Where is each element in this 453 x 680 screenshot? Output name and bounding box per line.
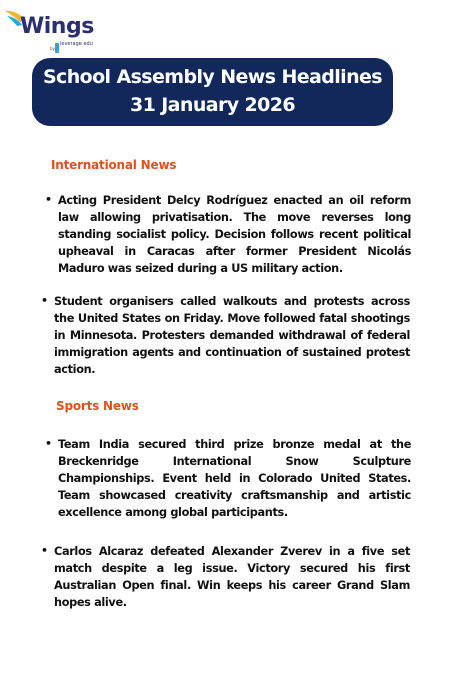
bullet-dot: • — [45, 193, 53, 206]
sports-news-heading: Sports News — [56, 399, 139, 413]
bullet-dot: • — [41, 294, 49, 307]
logo-by-text: by — [50, 46, 55, 51]
logo-subbrand: leverage edu — [60, 41, 93, 47]
leverage-edu-icon — [55, 43, 59, 53]
news-item-text: Team India secured third prize bronze medal at the Breckenridge International Snow Sculpture Championships. Event held in Colorado United States. Team showcased creativity craftsmanship and artistic excellence among global participants. — [58, 438, 411, 519]
bullet-dot: • — [45, 437, 53, 450]
banner-date: 31 January 2026 — [129, 94, 296, 116]
international-news-heading: International News — [51, 158, 177, 172]
news-item-text: Carlos Alcaraz defeated Alexander Zverev in a five set match despite a leg issue. Victory secured his first Australian Open final. Win keeps his career Grand Slam hopes alive. — [54, 545, 410, 609]
bullet-dot: • — [41, 544, 49, 557]
logo-wordmark: Wings — [20, 14, 94, 39]
news-item-text: Acting President Delcy Rodríguez enacted an oil reform law allowing privatisation. The move reverses long standing socialist policy. Decision follows recent political upheaval in Caracas after former President Nicolás Maduro was seized during a US military action. — [58, 194, 411, 275]
banner-title: School Assembly News Headlines — [42, 66, 383, 88]
wings-logo — [4, 8, 114, 58]
news-item-text: Student organisers called walkouts and protests across the United States on Friday. Move followed fatal shootings in Minnesota. Protesters demanded withdrawal of federal immigration agents and continuation of sustained protest action. — [54, 295, 410, 376]
title-banner — [32, 58, 393, 126]
